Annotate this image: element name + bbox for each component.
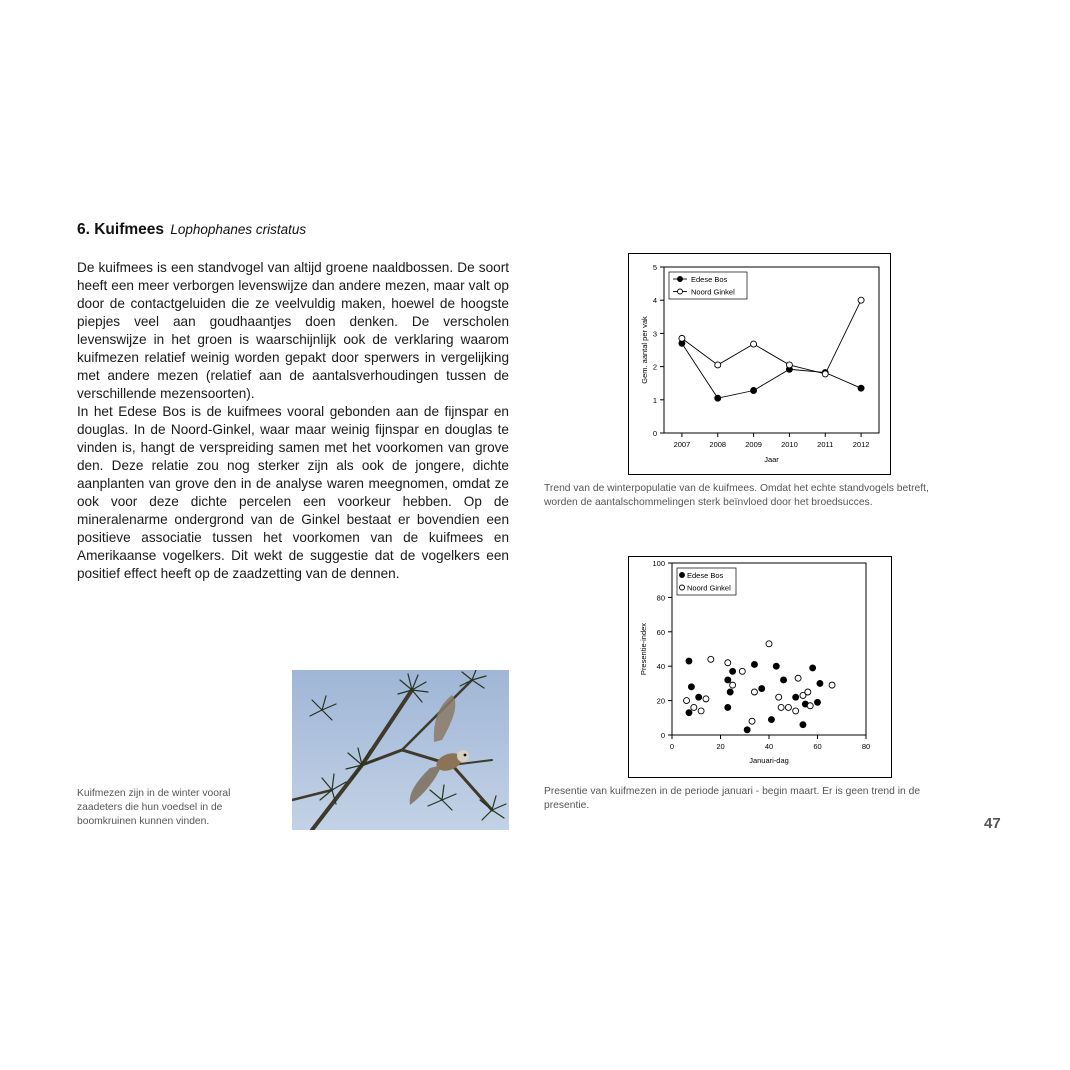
data-point xyxy=(858,385,864,391)
data-point xyxy=(708,656,714,662)
data-point xyxy=(751,689,757,695)
data-point xyxy=(817,680,823,686)
data-point xyxy=(773,663,779,669)
data-point xyxy=(793,708,799,714)
legend-marker xyxy=(678,277,683,282)
data-point xyxy=(703,696,709,702)
y-tick-label: 80 xyxy=(656,593,665,603)
data-point xyxy=(759,686,765,692)
legend-label: Edese Bos xyxy=(691,275,728,284)
chart-population-trend-svg xyxy=(628,253,891,475)
x-tick-label: 2011 xyxy=(817,440,834,449)
data-point xyxy=(810,665,816,671)
y-axis-label: Gem. aantal per vak xyxy=(640,316,649,384)
y-tick-label: 1 xyxy=(652,395,657,405)
data-point xyxy=(805,689,811,695)
data-point xyxy=(795,675,801,681)
y-tick-label: 5 xyxy=(652,263,657,272)
section-heading xyxy=(77,221,306,239)
data-point xyxy=(793,694,799,700)
data-point xyxy=(725,677,731,683)
data-point xyxy=(768,717,774,723)
chart-population-trend xyxy=(628,253,891,475)
legend-marker xyxy=(680,585,685,590)
x-tick-label: 2007 xyxy=(673,440,691,449)
data-point xyxy=(688,684,694,690)
page-number: 47 xyxy=(984,815,1001,832)
legend-label: Noord Ginkel xyxy=(691,287,735,297)
y-tick-label: 0 xyxy=(652,429,657,438)
data-point xyxy=(725,660,731,666)
y-tick-label: 2 xyxy=(652,362,657,372)
data-point xyxy=(751,388,757,394)
photo-illustration xyxy=(292,670,509,830)
data-point xyxy=(730,668,736,674)
x-tick-label: 2010 xyxy=(781,440,798,449)
data-point xyxy=(800,722,806,728)
data-point xyxy=(749,718,755,724)
y-tick-label: 20 xyxy=(656,696,665,706)
data-point xyxy=(744,727,750,733)
legend-label: Edese Bos xyxy=(687,571,724,580)
x-tick-label: 0 xyxy=(669,742,675,751)
photo-caption: Kuifmezen zijn in de winter vooral zaadeters die hun voedsel in de boomkruinen kunnen vinden. xyxy=(77,788,231,827)
body-text xyxy=(77,259,509,583)
chart-presence-scatter-svg xyxy=(628,556,892,778)
x-axis-label: Januari-dag xyxy=(749,756,789,765)
data-point xyxy=(698,708,704,714)
data-point xyxy=(684,698,690,704)
data-point xyxy=(785,704,791,710)
x-tick-label: 2009 xyxy=(745,440,762,449)
section-title: 6. Kuifmees xyxy=(77,221,165,238)
y-tick-label: 0 xyxy=(660,731,665,740)
data-point xyxy=(822,371,828,377)
data-point xyxy=(781,677,787,683)
x-tick-label: 60 xyxy=(813,742,822,751)
data-point xyxy=(715,362,721,368)
x-tick-label: 80 xyxy=(861,742,871,751)
y-tick-label: 4 xyxy=(652,296,657,306)
data-point xyxy=(686,658,692,664)
paragraph-2: In het Edese Bos is de kuifmees vooral gebonden aan de fijnspar en douglas. In de Noord-Ginkel, waar maar weinig fijnspar en douglas te vinden is, hangt de verspreiding samen met het voorkomen van grove den. Deze relatie zou nog sterker zijn als ook de jongere, dichte aanplanten van grove den in de analyse waren meegnomen, omdat ze ook voor deze dichte percelen een voorkeur hebben. Op de mineralenarme ondergrond van de Ginkel bestaat er bovendien een positieve associatie tussen het voorkomen van de kuifmees en Amerikaanse vogelkers. Dit wekt de suggestie dat de vogelkers een positief effect heeft op de zaadzetting van de dennen. xyxy=(77,404,509,581)
x-axis-label: Jaar xyxy=(764,455,779,464)
y-tick-label: 60 xyxy=(656,627,665,637)
legend-marker xyxy=(678,289,683,294)
data-point xyxy=(807,703,813,709)
data-point xyxy=(751,661,757,667)
paragraph-1: De kuifmees is een standvogel van altijd groene naaldbossen. De soort heeft een meer verborgen levenswijze dan andere mezen, maar valt op door de contactgeluiden die ze veelvuldig maken, hoewel de hoogste piepjes veel aan goudhaantjes doen denken. De verscholen levenswijze in het groen is waarschijnlijk ook de verklaring waarom kuifmezen relatief weinig worden gepakt door sperwers in vergelijking met andere mezen (relatief aan de aantalsverhoudingen tussen de verschillende mezensoorten). xyxy=(77,260,509,401)
x-tick-label: 2012 xyxy=(852,440,870,449)
x-tick-label: 2008 xyxy=(709,440,727,449)
data-point xyxy=(730,682,736,688)
chart-presence-scatter xyxy=(628,556,892,778)
x-tick-label: 20 xyxy=(716,742,725,751)
data-point xyxy=(679,335,685,341)
chart-frame-border xyxy=(629,557,892,778)
data-point xyxy=(696,694,702,700)
legend-label: Noord Ginkel xyxy=(687,583,731,593)
photo-crested-tit xyxy=(292,670,509,830)
data-point xyxy=(727,689,733,695)
data-point xyxy=(715,395,721,401)
data-point xyxy=(778,704,784,710)
data-point xyxy=(686,710,692,716)
chart1-caption: Trend van de winterpopulatie van de kuifmees. Omdat het echte standvogels betreft, worden de aantalschommelingen sterk beïnvloed door het broedsucces. xyxy=(544,483,929,508)
data-point xyxy=(691,704,697,710)
data-point xyxy=(751,341,757,347)
x-tick-label: 40 xyxy=(764,742,774,751)
y-tick-label: 100 xyxy=(652,559,665,568)
data-point xyxy=(776,694,782,700)
chart2-caption: Presentie van kuifmezen in de periode januari - begin maart. Er is geen trend in de presentie. xyxy=(544,786,921,811)
y-axis-label: Presentie-index xyxy=(639,622,648,676)
data-point xyxy=(858,297,864,303)
legend-marker xyxy=(680,573,685,578)
data-point xyxy=(739,668,745,674)
y-tick-label: 40 xyxy=(656,662,665,672)
y-tick-label: 3 xyxy=(652,329,657,339)
data-point xyxy=(786,362,792,368)
section-latin-name: Lophophanes cristatus xyxy=(170,222,307,237)
data-point xyxy=(766,641,772,647)
data-point xyxy=(815,699,821,705)
data-point xyxy=(829,682,835,688)
data-point xyxy=(725,704,731,710)
